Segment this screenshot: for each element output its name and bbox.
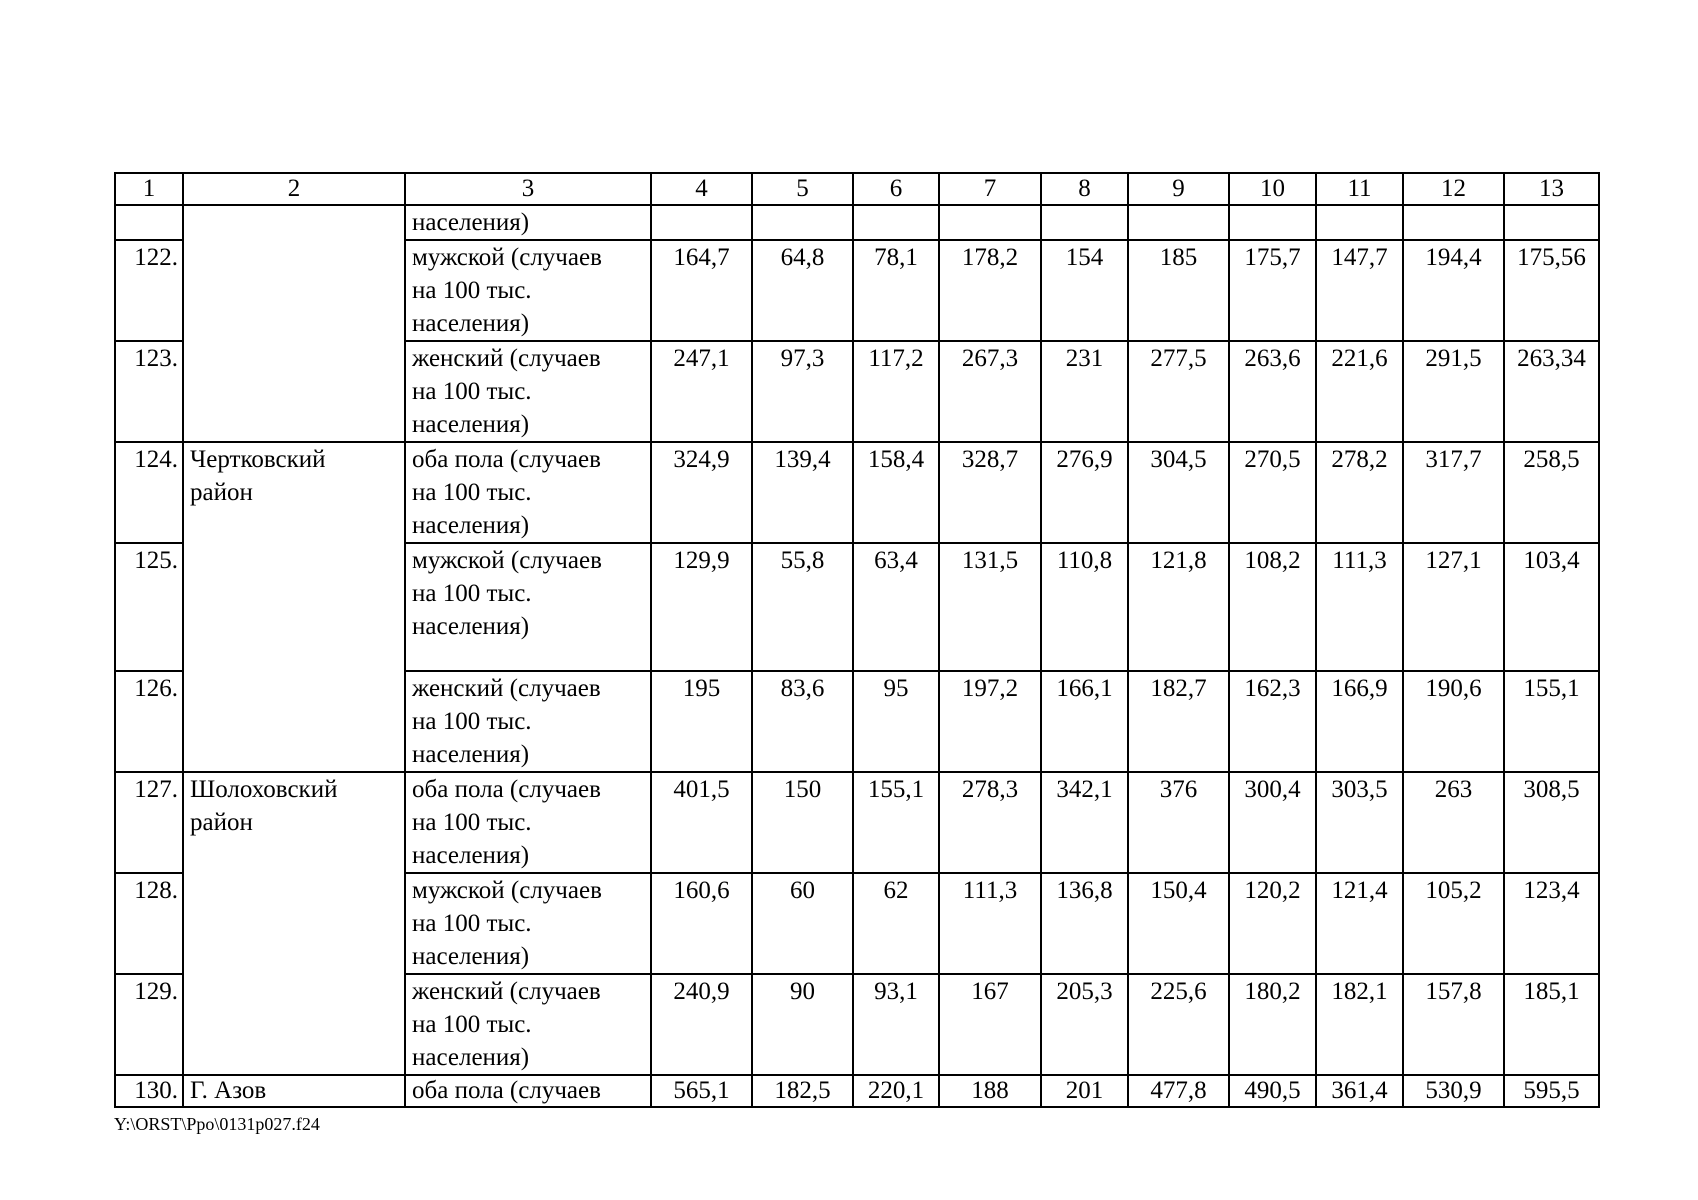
value-cell: 60 [752,873,853,974]
value-cell: 111,3 [939,873,1041,974]
value-cell: 267,3 [939,341,1041,442]
value-cell: 123,4 [1504,873,1599,974]
value-cell: 178,2 [939,240,1041,341]
value-cell: 158,4 [853,442,939,543]
value-cell: 160,6 [651,873,752,974]
header-row [115,173,1599,205]
value-cell: 185,1 [1504,974,1599,1075]
row-number-cell [115,205,183,240]
value-cell: 308,5 [1504,772,1599,873]
value-cell: 162,3 [1229,671,1316,772]
value-cell: 62 [853,873,939,974]
value-cell: 136,8 [1041,873,1128,974]
indicator-cell: оба пола (случаев [405,1075,651,1107]
value-cell: 55,8 [752,543,853,671]
value-cell: 276,9 [1041,442,1128,543]
district-cell: Г. Азов [183,1075,405,1107]
header-cell: 8 [1041,173,1128,205]
row-number-cell: 126. [115,671,183,772]
indicator-cell: мужской (случаев на 100 тыс. населения) [405,873,651,974]
value-cell: 129,9 [651,543,752,671]
header-cell: 1 [115,173,183,205]
value-cell [939,205,1041,240]
value-cell: 111,3 [1316,543,1403,671]
value-cell: 150 [752,772,853,873]
value-cell [651,205,752,240]
value-cell: 150,4 [1128,873,1229,974]
row-number-cell: 130. [115,1075,183,1107]
table-row [115,772,1599,873]
value-cell: 131,5 [939,543,1041,671]
value-cell: 278,2 [1316,442,1403,543]
value-cell: 263,6 [1229,341,1316,442]
value-cell [853,205,939,240]
value-cell [1316,205,1403,240]
value-cell: 167 [939,974,1041,1075]
header-cell: 9 [1128,173,1229,205]
value-cell: 205,3 [1041,974,1128,1075]
value-cell [1041,205,1128,240]
header-cell: 2 [183,173,405,205]
header-cell: 5 [752,173,853,205]
value-cell: 190,6 [1403,671,1504,772]
value-cell: 194,4 [1403,240,1504,341]
value-cell [1504,205,1599,240]
value-cell: 263,34 [1504,341,1599,442]
header-cell: 6 [853,173,939,205]
value-cell: 182,1 [1316,974,1403,1075]
indicator-cell: населения) [405,205,651,240]
value-cell: 182,7 [1128,671,1229,772]
value-cell: 324,9 [651,442,752,543]
value-cell: 195 [651,671,752,772]
value-cell: 304,5 [1128,442,1229,543]
header-cell: 4 [651,173,752,205]
indicator-cell: женский (случаев на 100 тыс. населения) [405,974,651,1075]
indicator-cell: мужской (случаев на 100 тыс. населения) [405,240,651,341]
value-cell: 263 [1403,772,1504,873]
value-cell: 157,8 [1403,974,1504,1075]
table-row [115,205,1599,240]
value-cell: 225,6 [1128,974,1229,1075]
value-cell: 166,9 [1316,671,1403,772]
value-cell: 83,6 [752,671,853,772]
value-cell [1403,205,1504,240]
value-cell: 247,1 [651,341,752,442]
header-cell: 13 [1504,173,1599,205]
value-cell: 376 [1128,772,1229,873]
value-cell: 166,1 [1041,671,1128,772]
value-cell: 95 [853,671,939,772]
value-cell: 147,7 [1316,240,1403,341]
header-cell: 10 [1229,173,1316,205]
value-cell: 154 [1041,240,1128,341]
value-cell: 361,4 [1316,1075,1403,1107]
value-cell: 121,8 [1128,543,1229,671]
value-cell: 180,2 [1229,974,1316,1075]
value-cell: 258,5 [1504,442,1599,543]
value-cell: 120,2 [1229,873,1316,974]
row-number-cell: 129. [115,974,183,1075]
value-cell: 220,1 [853,1075,939,1107]
row-number-cell: 124. [115,442,183,543]
value-cell: 182,5 [752,1075,853,1107]
value-cell: 105,2 [1403,873,1504,974]
row-number-cell: 122. [115,240,183,341]
header-cell: 7 [939,173,1041,205]
value-cell: 197,2 [939,671,1041,772]
value-cell: 127,1 [1403,543,1504,671]
indicator-cell: оба пола (случаев на 100 тыс. населения) [405,772,651,873]
value-cell: 565,1 [651,1075,752,1107]
district-cell [183,205,405,442]
value-cell: 477,8 [1128,1075,1229,1107]
header-cell: 12 [1403,173,1504,205]
value-cell: 277,5 [1128,341,1229,442]
value-cell: 108,2 [1229,543,1316,671]
table-row [115,1075,1599,1107]
value-cell: 530,9 [1403,1075,1504,1107]
value-cell: 270,5 [1229,442,1316,543]
value-cell: 201 [1041,1075,1128,1107]
district-cell: Шолоховский район [183,772,405,1075]
value-cell: 231 [1041,341,1128,442]
value-cell: 401,5 [651,772,752,873]
indicator-cell: оба пола (случаев на 100 тыс. населения) [405,442,651,543]
value-cell: 117,2 [853,341,939,442]
value-cell: 185 [1128,240,1229,341]
indicator-cell: женский (случаев на 100 тыс. населения) [405,671,651,772]
value-cell: 240,9 [651,974,752,1075]
value-cell: 110,8 [1041,543,1128,671]
value-cell: 175,7 [1229,240,1316,341]
value-cell [1128,205,1229,240]
value-cell: 155,1 [853,772,939,873]
value-cell: 595,5 [1504,1075,1599,1107]
row-number-cell: 127. [115,772,183,873]
value-cell: 188 [939,1075,1041,1107]
value-cell: 221,6 [1316,341,1403,442]
header-cell: 3 [405,173,651,205]
value-cell: 64,8 [752,240,853,341]
value-cell: 291,5 [1403,341,1504,442]
row-number-cell: 125. [115,543,183,671]
value-cell: 303,5 [1316,772,1403,873]
value-cell: 300,4 [1229,772,1316,873]
row-number-cell: 128. [115,873,183,974]
value-cell: 78,1 [853,240,939,341]
value-cell: 164,7 [651,240,752,341]
value-cell: 155,1 [1504,671,1599,772]
indicator-cell: мужской (случаев на 100 тыс. населения) [405,543,651,671]
value-cell: 103,4 [1504,543,1599,671]
value-cell: 342,1 [1041,772,1128,873]
value-cell: 121,4 [1316,873,1403,974]
value-cell: 90 [752,974,853,1075]
header-cell: 11 [1316,173,1403,205]
district-cell: Чертковский район [183,442,405,772]
statistics-table [114,172,1600,1108]
value-cell [752,205,853,240]
table-row [115,442,1599,543]
value-cell: 317,7 [1403,442,1504,543]
value-cell: 490,5 [1229,1075,1316,1107]
value-cell: 63,4 [853,543,939,671]
value-cell: 175,56 [1504,240,1599,341]
value-cell: 328,7 [939,442,1041,543]
value-cell: 139,4 [752,442,853,543]
file-path-footer: Y:\ORST\Ppo\0131p027.f24 [114,1114,320,1134]
value-cell [1229,205,1316,240]
indicator-cell: женский (случаев на 100 тыс. населения) [405,341,651,442]
value-cell: 93,1 [853,974,939,1075]
value-cell: 278,3 [939,772,1041,873]
value-cell: 97,3 [752,341,853,442]
row-number-cell: 123. [115,341,183,442]
